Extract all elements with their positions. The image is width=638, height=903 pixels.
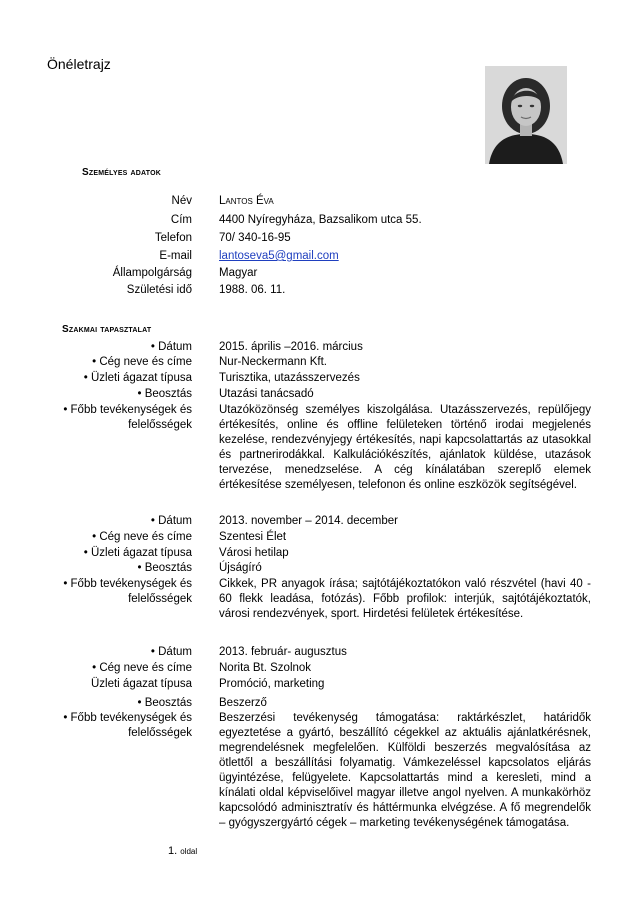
job1-sector-label: • Üzleti ágazat típusa <box>83 372 192 384</box>
job3-sector-label: Üzleti ágazat típusa <box>90 678 192 690</box>
job1-company-label: • Cég neve és címe <box>92 356 192 368</box>
job2-company-label: • Cég neve és címe <box>92 531 192 543</box>
job3-duties-label-1: • Főbb tevékenységek és <box>63 712 192 724</box>
job2-position: Újságíró <box>219 562 262 574</box>
job2-position-label: • Beosztás <box>137 562 192 574</box>
job3-date: 2013. február- augusztus <box>219 646 347 658</box>
address-value: 4400 Nyíregyháza, Bazsalikom utca 55. <box>219 214 422 226</box>
phone-value: 70/ 340-16-95 <box>219 232 291 244</box>
page-title: Önéletrajz <box>47 56 111 72</box>
job1-date: 2015. április –2016. március <box>219 341 363 353</box>
job2-sector-label: • Üzleti ágazat típusa <box>83 547 192 559</box>
job1-sector: Turisztika, utazásszervezés <box>219 372 360 384</box>
job1-duties-label-2: felelősségek <box>128 419 192 431</box>
job2-sector: Városi hetilap <box>219 547 289 559</box>
name-value: Lantos Éva <box>219 195 274 207</box>
job3-duties: Beszerzési tevékenység támogatása: raktárkészlet, határidők egyeztetése a gyártó, beszállító cégekkel az aktuális ajánlatkérésnek, megrendelésnek megfelelően. Külföldi beszerzés megvalósítása az ötlettől a beszállítási folyamatig. Vámkezeléssel kapcsolatos eljárás ügyintézése, felügyelete. Kapcsolattartás mind a keresleti, mind a kínálati oldal képviselőivel magyar illetve angol nyelven. A munkakörhöz kapcsolódó adminisztratív és háttérmunka elvégzése. A fő megrendelők – gyógyszergyártó cégek – marketing tevékenységének támogatása. <box>219 712 591 829</box>
job3-sector: Promóció, marketing <box>219 678 325 690</box>
profile-photo <box>485 66 567 164</box>
citizenship-value: Magyar <box>219 267 258 279</box>
job3-position: Beszerző <box>219 697 267 709</box>
email-link[interactable]: lantoseva5@gmail.com <box>219 250 339 262</box>
job1-duties-label-1: • Főbb tevékenységek és <box>63 404 192 416</box>
citizenship-label: Állampolgárság <box>112 267 192 279</box>
job1-position: Utazási tanácsadó <box>219 388 314 400</box>
page-word: oldal <box>180 847 198 856</box>
page-footer <box>168 845 197 857</box>
job2-company: Szentesi Élet <box>219 531 287 543</box>
job1-date-label: • Dátum <box>150 341 192 353</box>
experience-heading: Szakmai tapasztalat <box>62 324 152 335</box>
job2-date-label: • Dátum <box>150 515 192 527</box>
job3-position-label: • Beosztás <box>137 697 192 709</box>
job1-position-label: • Beosztás <box>137 388 192 400</box>
phone-label: Telefon <box>154 232 192 244</box>
page-number: 1. <box>168 845 178 857</box>
birthdate-value: 1988. 06. 11. <box>219 284 286 296</box>
job3-date-label: • Dátum <box>150 646 192 658</box>
portrait-image <box>485 66 567 164</box>
job3-duties-label-2: felelősségek <box>128 727 192 739</box>
job3-company: Norita Bt. Szolnok <box>219 662 312 674</box>
name-label: Név <box>171 195 192 207</box>
personal-data-heading: Személyes adatok <box>82 167 162 178</box>
job2-duties-label-2: felelősségek <box>128 593 192 605</box>
job2-duties-label-1: • Főbb tevékenységek és <box>63 578 192 590</box>
job1-company: Nur-Neckermann Kft. <box>219 356 328 368</box>
address-label: Cím <box>170 214 192 226</box>
job3-company-label: • Cég neve és címe <box>92 662 192 674</box>
job2-duties: Cikkek, PR anyagok írása; sajtótájékoztatókon való részvétel (havi 40 - 60 flekk leadása, fotózás). Főbb profilok: interjúk, sajtótájékoztatók, városi rendezvények, sport. Hirdetési felületek értékesítése. <box>219 578 591 620</box>
email-label: E-mail <box>159 250 192 262</box>
job1-duties: Utazóközönség személyes kiszolgálása. Utazásszervezés, repülőjegy értékesítés, online és offline felületeken történő irodai megjelenés kezelése, rendezvényjegy értékesítés, napi kapcsolattartás az utasokkal és partnerirodákkal. Kalkulációkészítés, ajánlatok küldése, utazások tervezése, menedzselése. A cég kínálatában szereplő elemek értékesítése személyesen, telefonon és online eszközök segítségével. <box>219 404 591 491</box>
birthdate-label: Születési idő <box>126 284 192 296</box>
job2-date: 2013. november – 2014. december <box>219 515 399 527</box>
